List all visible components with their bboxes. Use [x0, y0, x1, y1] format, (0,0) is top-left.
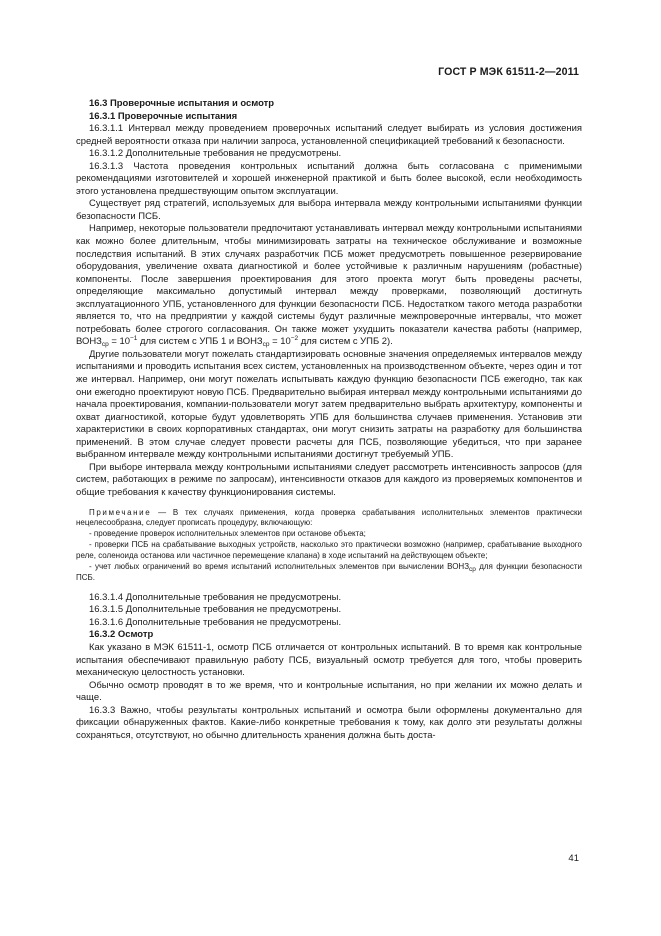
formula-1-exponent: −1: [129, 335, 138, 343]
paragraph-16316: 16.3.1.6 Дополнительные требования не предусмотрены.: [89, 616, 342, 628]
document-header: ГОСТ Р МЭК 61511-2—2011: [438, 66, 579, 78]
note-item: [76, 562, 582, 584]
paragraph-strategies: Существует ряд стратегий, используемых для выбора интервала между контрольными испытаниями функции безопасности ПСБ.: [76, 198, 582, 222]
note-intro: [76, 508, 582, 530]
paragraph-choice: При выборе интервала между контрольными испытаниями следует рассмотреть интенсивность запросов (для систем, работающих в режиме по запросам), интенсивности отказов для каждого из проверяемых компонентов и общие требования к качеству функционирования системы.: [76, 461, 582, 498]
subsection-title-inspection: 16.3.2 Осмотр: [89, 629, 154, 641]
example-main-text: Например, некоторые пользователи предпочитают устанавливать интервал между контрольными испытаниями как можно более длительным, чтобы минимизировать затраты на техническое обслуживание и возможные последствия испытаний. В этих случаях разработчик ПСБ может предусмотреть повышенное резервирование оборудования, увеличение охвата диагностикой и более устойчивые к различным нарушениям (робастные) компоненты. После завершения проектирования для этого проекта могут быть проведены расчеты, определяющие максимально допустимый интервал между проверками, позволяющий достигнуть эксплуатационного УПБ, установленного для функции безопасности ПСБ. Недостатком такого метода разработки является то, что на предприятии у каждой системы будут различные межпроверочные интервалы, что может потребовать более строгого согласования. Он также может ухудшить показатели качества работы (например,: [76, 223, 582, 335]
paragraph-inspection-frequency: Обычно осмотр проводят в то же время, что и контрольные испытания, но при желании их можно делать и чаще.: [76, 679, 582, 704]
paragraph-16311: 16.3.1.1 Интервал между проведением проверочных испытаний следует выбирать из условия достижения средней вероятности отказа при наличии запроса, установленной спецификацией требований к безопасности.: [76, 123, 582, 147]
paragraph-standardize: Другие пользователи могут пожелать стандартизировать основные значения определяемых интервалов между испытаниями и проводить испытания всех систем, установленных на производственном объекте, через один и тот же интервал. Например, они могут пожелать испытывать каждую функцию безопасности ПСБ ежегодно, так как они ежегодно проектируют новую ПСБ. Предварительно выбирая интервал между контрольными испытаниями до начала проектирования, компании-пользователи могут затем предварительно выбрать архитектуру, компоненты и охват диагностикой, которые будут удовлетворять УПБ для большинства случаев применения. Установив эти характеристики в своих корпоративных стандартах, они могут снизить затраты на разработку для большинства применений. В этом случае следует провести расчеты для ПСБ, позволяющие убедиться, что при заранее выбранном интервале между контрольными испытаниями достигнут требуемый УПБ.: [76, 348, 582, 461]
page-number: 41: [568, 853, 579, 864]
formula-1-prefix: ВОНЗ: [76, 336, 102, 348]
paragraph-16312: 16.3.1.2 Дополнительные требования не предусмотрены.: [89, 148, 342, 160]
formula-2-prefix: ВОНЗ: [236, 336, 263, 348]
page-body: [76, 98, 582, 742]
paragraph-16313: 16.3.1.3 Частота проведения контрольных испытаний должна быть согласована с применимыми рекомендациями изготовителей и хорошей инженерной практикой и быть более высокой, если необходимость этого установлена предшествующим опытом эксплуатации.: [76, 160, 582, 197]
section-title: 16.3 Проверочные испытания и осмотр: [89, 98, 275, 109]
note-item3-subscript: ср: [469, 566, 476, 574]
note-item: - проверки ПСБ на срабатывание выходных устройств, насколько это практически возможно (например, срабатывание выходного реле, соленоида останова или частичное перемещение клапана) в ходе испытаний на действующем объекте;: [76, 540, 582, 561]
formula-2-eq: = 10: [269, 336, 291, 348]
subsection-title-proof-testing: 16.3.1 Проверочные испытания: [89, 110, 238, 122]
formula-2-exponent: −2: [290, 335, 299, 343]
note-item3-text: - учет любых ограничений во время испытаний исполнительных элементов при вычислении ВОНЗ: [89, 562, 470, 572]
note-item3-tail: для функции безопасности ПСБ.: [76, 562, 583, 582]
formula-1-eq: = 10: [108, 336, 130, 348]
note-text: — В тех случаях применения, когда проверка срабатывания исполнительных элементов практически нецелесообразна, следует прописать процедуру, включающую:: [76, 507, 582, 528]
paragraph-16314: 16.3.1.4 Дополнительные требования не предусмотрены.: [89, 591, 342, 603]
paragraph-example: [76, 223, 582, 348]
formula-2-subscript: ср: [262, 341, 270, 349]
note-item: - проведение проверок исполнительных элементов при останове объекта;: [89, 529, 366, 539]
formula-1-tail: для систем с УПБ 1 и: [137, 336, 237, 348]
formula-2-tail: для систем с УПБ 2).: [298, 336, 393, 348]
formula-1-subscript: ср: [101, 341, 109, 349]
paragraph-inspection: Как указано в МЭК 61511-1, осмотр ПСБ отличается от контрольных испытаний. В то время как контрольные испытания обеспечивают правильную работу ПСБ, визуальный осмотр требуется для того, чтобы проверить механическую целостность установки.: [76, 642, 582, 679]
paragraph-16315: 16.3.1.5 Дополнительные требования не предусмотрены.: [89, 604, 342, 616]
note-label: Примечание: [89, 507, 152, 517]
paragraph-1633: 16.3.3 Важно, чтобы результаты контрольных испытаний и осмотра были оформлены документально для фиксации обнаруженных фактов. Какие-либо конкретные требования к тому, как долго эти результаты должны сохраняться, отсутствуют, но обычно длительность хранения должна быть доста-: [76, 704, 582, 741]
note-block: [76, 508, 582, 584]
